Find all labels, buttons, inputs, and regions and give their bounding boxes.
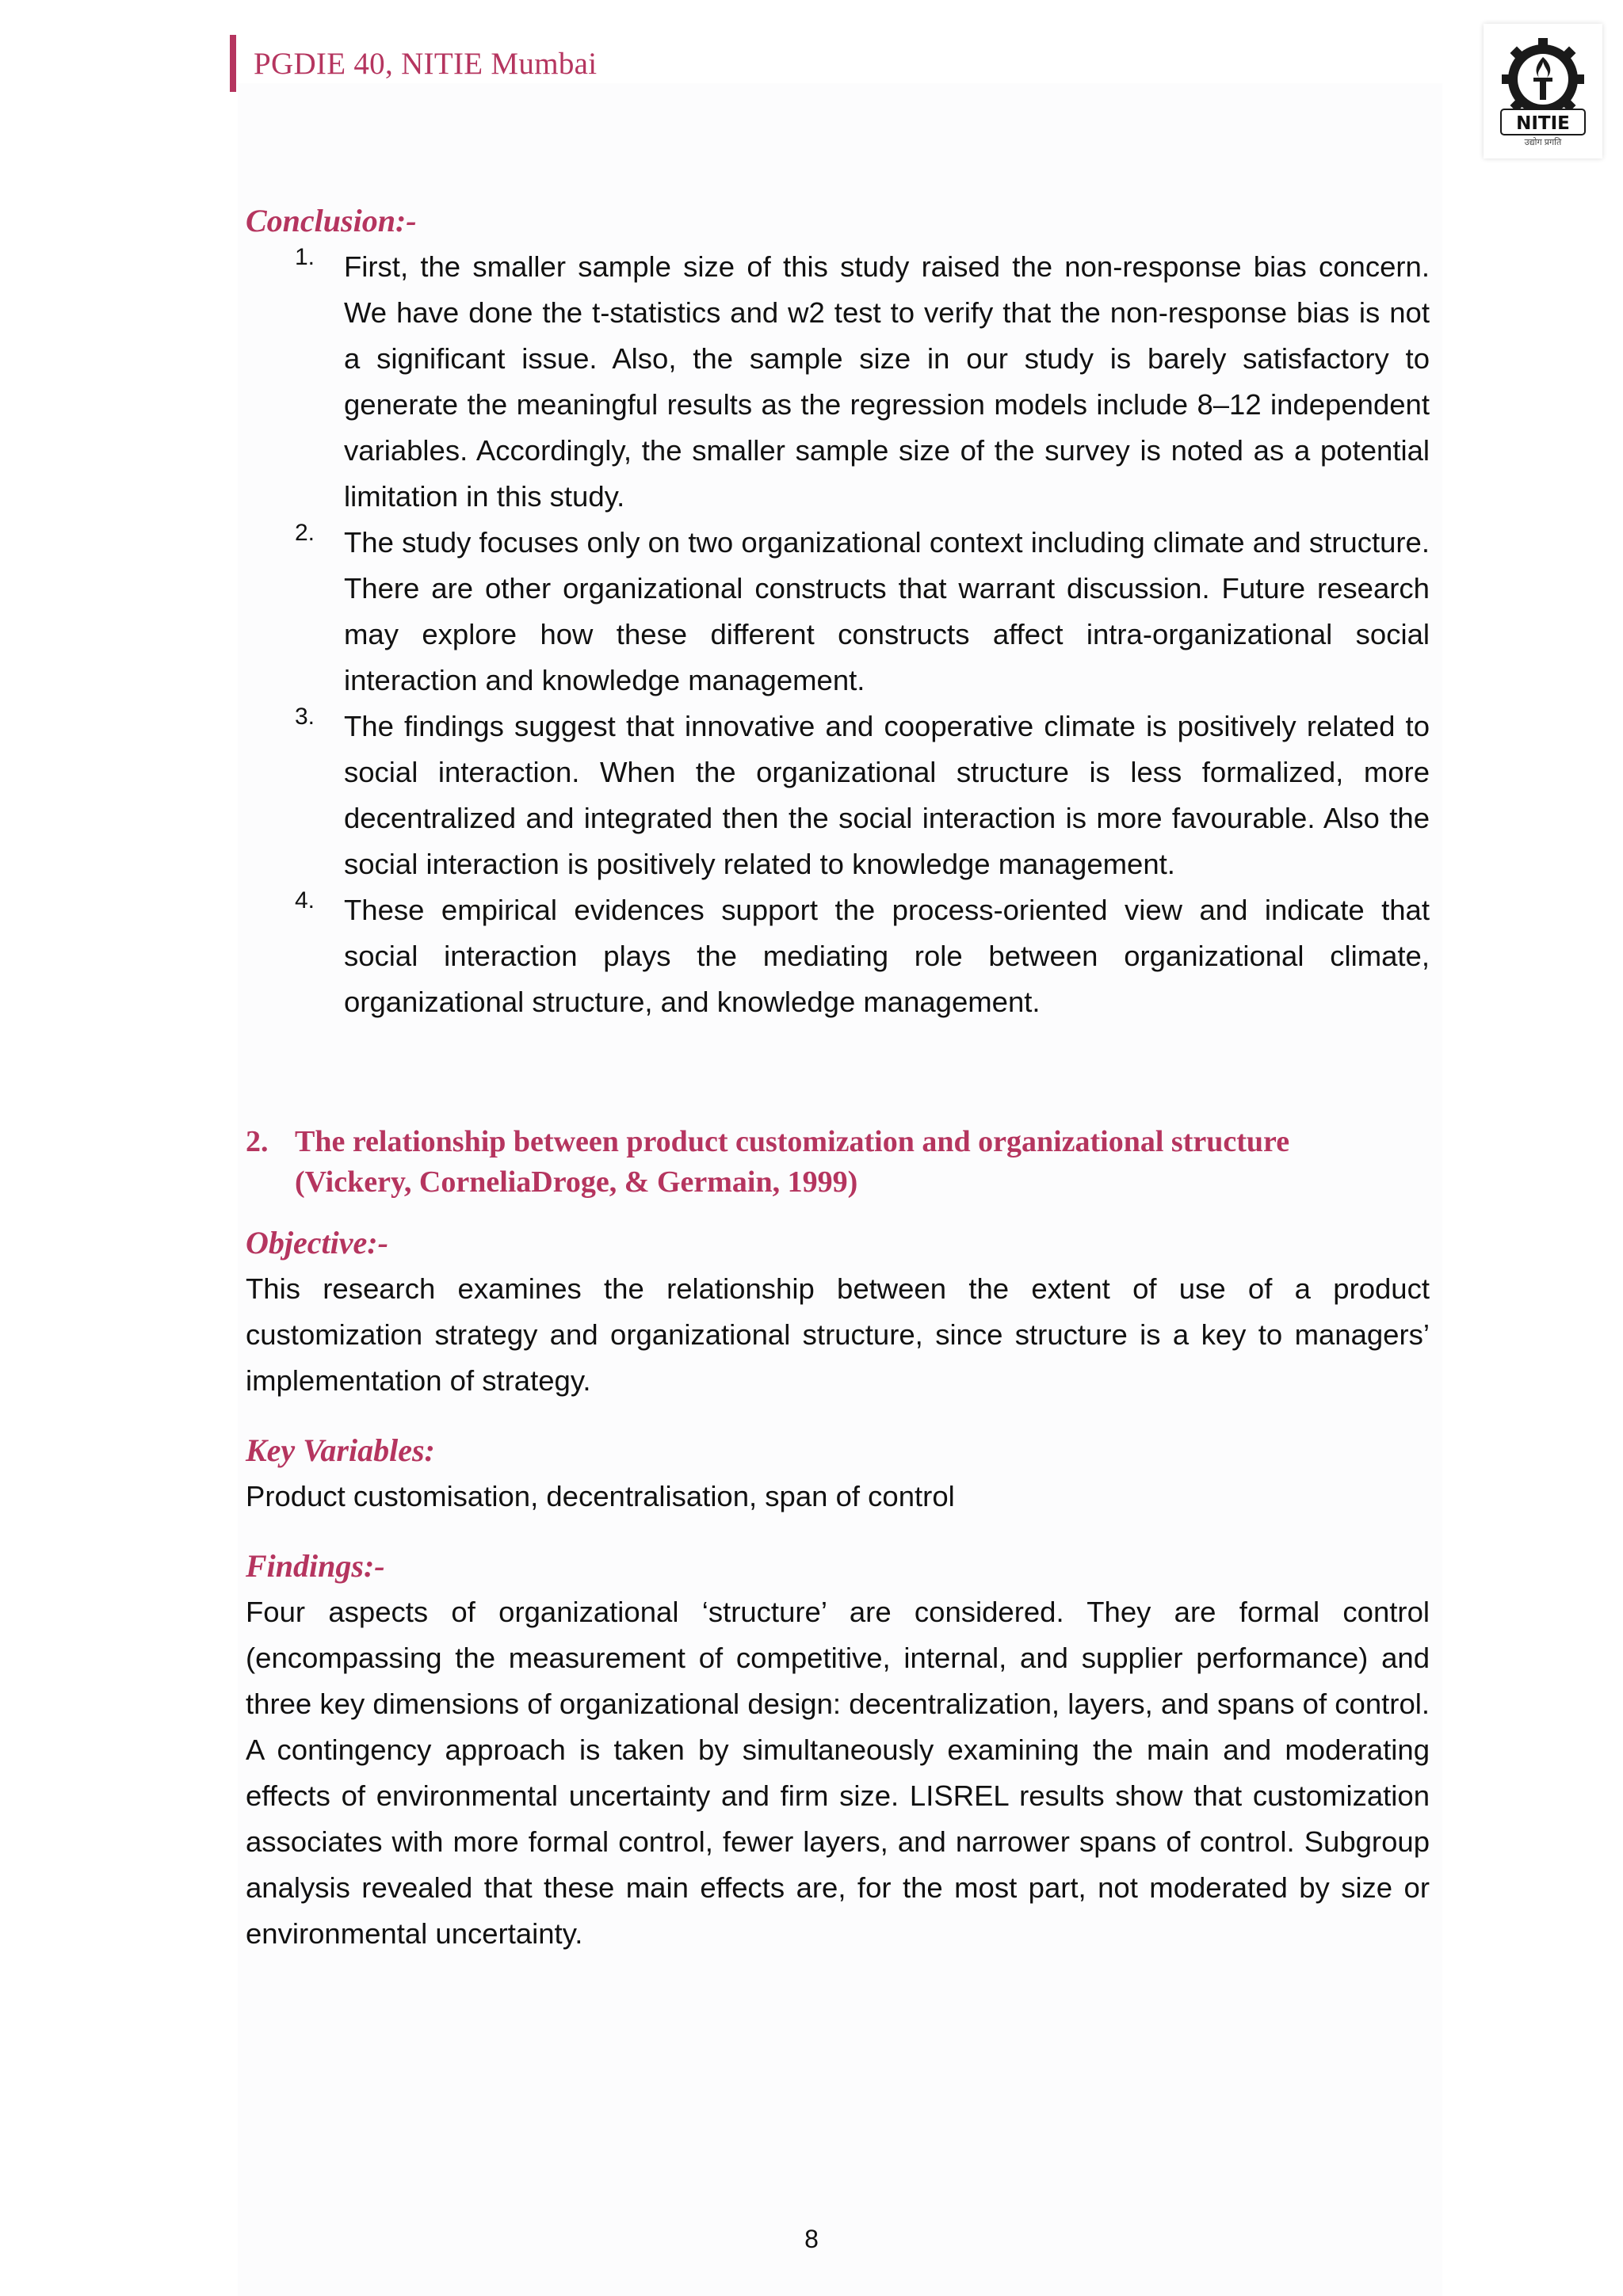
list-item-number: 2. xyxy=(295,520,315,546)
list-item-number: 1. xyxy=(295,244,315,270)
objective-heading: Objective:- xyxy=(246,1225,388,1261)
list-item xyxy=(246,520,1430,704)
section-title-line1: The relationship between product customization and organizational structure xyxy=(295,1125,1290,1158)
key-variables-heading: Key Variables: xyxy=(246,1432,435,1468)
conclusion-heading: Conclusion:- xyxy=(246,203,417,238)
list-item-text: These empirical evidences support the process-oriented view and indicate that social interaction plays the mediating role between organizational climate, organizational structure, and knowledge management. xyxy=(344,894,1430,1018)
findings-text: Four aspects of organizational ‘structure’ are considered. They are formal control (encompassing the measurement of competitive, internal, and supplier performance) and three key dimensions of organizational design: decentralization, layers, and spans of control. A contingency approach is taken by simultaneously examining the main and moderating effects of environmental uncertainty and firm size. LISREL results show that customization associates with more formal control, fewer layers, and narrower spans of control. Subgroup analysis revealed that these main effects are, for the most part, not moderated by size or environmental uncertainty. xyxy=(246,1596,1430,1950)
objective-text: This research examines the relationship between the extent of use of a product customization strategy and organizational structure, since structure is a key to managers’ implementation of strategy. xyxy=(246,1272,1430,1397)
list-item xyxy=(246,704,1430,887)
logo-subtext: उद्योग प्रगति xyxy=(1524,138,1562,147)
nitie-logo xyxy=(1484,24,1602,158)
list-item xyxy=(246,887,1430,1025)
logo-text: NITIE xyxy=(1516,113,1570,134)
list-item-text: The findings suggest that innovative and cooperative climate is positively related to social interaction. When the organizational structure is less formalized, more decentralized and integrated then the social interaction is more favourable. Also the social interaction is positively related to knowledge management. xyxy=(344,710,1430,880)
section-number: 2. xyxy=(246,1125,269,1158)
list-item-number: 4. xyxy=(295,887,315,913)
section-title xyxy=(246,1122,1430,1203)
findings-heading: Findings:- xyxy=(246,1548,385,1584)
page-number: 8 xyxy=(804,2225,819,2253)
list-item-text: First, the smaller sample size of this study raised the non-response bias concern. We have done the t-statistics and w2 test to verify that the non-response bias is not a significant issue. Also, the sample size in our study is barely satisfactory to generate the meaningful results as the regression models include 8–12 independent variables. Accordingly, the smaller sample size of the survey is noted as a potential limitation in this study. xyxy=(344,250,1430,513)
header-title: PGDIE 40, NITIE Mumbai xyxy=(254,46,598,81)
list-item-number: 3. xyxy=(295,704,315,730)
list-item-text: The study focuses only on two organizational context including climate and structure. There are other organizational constructs that warrant discussion. Future research may explore how these different constructs affect intra-organizational social interaction and knowledge management. xyxy=(344,526,1430,696)
conclusion-list xyxy=(246,244,1430,1025)
main-content xyxy=(246,198,1430,1957)
page-header xyxy=(230,35,597,92)
section-title-citation: (Vickery, CorneliaDroge, & Germain, 1999) xyxy=(295,1165,858,1199)
list-item xyxy=(246,244,1430,520)
key-variables-text: Product customisation, decentralisation, span of control xyxy=(246,1480,955,1512)
